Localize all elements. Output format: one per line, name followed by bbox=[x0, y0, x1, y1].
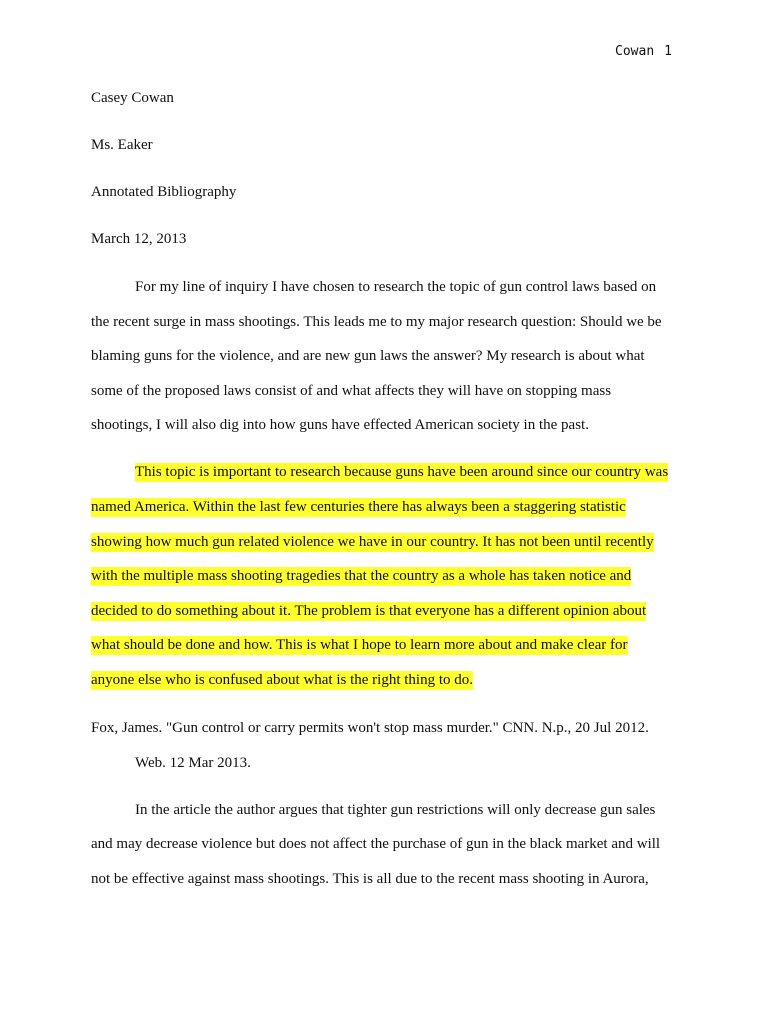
text-highlight: with the multiple mass shooting tragedies that the country as a whole has taken notice and bbox=[91, 568, 632, 584]
header-last-name: Cowan bbox=[615, 44, 655, 59]
annotation-line: not be effective against mass shootings. This is all due to the recent mass shooting in Aurora, bbox=[91, 871, 649, 887]
student-name: Casey Cowan bbox=[91, 90, 174, 106]
assignment-title: Annotated Bibliography bbox=[91, 184, 237, 200]
highlighted-paragraph-line bbox=[91, 567, 631, 585]
intro-paragraph-line: some of the proposed laws consist of and what affects they will have on stopping mass bbox=[91, 383, 612, 399]
highlighted-paragraph-line bbox=[91, 602, 646, 620]
citation-line: Fox, James. "Gun control or carry permits won't stop mass murder." CNN. N.p., 20 Jul 2012. bbox=[91, 720, 649, 736]
running-header bbox=[615, 44, 672, 59]
highlighted-paragraph-line bbox=[91, 498, 626, 516]
text-highlight: This topic is important to research because guns have been around since our country was bbox=[135, 464, 669, 480]
page-number: 1 bbox=[664, 44, 672, 59]
intro-paragraph-line: shootings, I will also dig into how guns have effected American society in the past. bbox=[91, 417, 589, 433]
text-highlight: anyone else who is confused about what is the right thing to do. bbox=[91, 672, 474, 688]
highlighted-paragraph-line bbox=[91, 533, 654, 551]
highlighted-paragraph-line bbox=[135, 463, 668, 481]
intro-paragraph-line: the recent surge in mass shootings. This leads me to my major research question: Should we be bbox=[91, 314, 662, 330]
text-highlight: what should be done and how. This is what I hope to learn more about and make clear for bbox=[91, 637, 628, 653]
document-date: March 12, 2013 bbox=[91, 231, 187, 247]
text-highlight: showing how much gun related violence we have in our country. It has not been until recently bbox=[91, 534, 654, 550]
text-highlight: named America. Within the last few centuries there has always been a staggering statistic bbox=[91, 499, 626, 515]
annotation-line: and may decrease violence but does not affect the purchase of gun in the black market and will bbox=[91, 836, 661, 852]
text-highlight: decided to do something about it. The problem is that everyone has a different opinion about bbox=[91, 603, 647, 619]
intro-paragraph-line: blaming guns for the violence, and are new gun laws the answer? My research is about what bbox=[91, 348, 645, 364]
teacher-name: Ms. Eaker bbox=[91, 137, 153, 153]
highlighted-paragraph-line bbox=[91, 636, 628, 654]
intro-paragraph-line: For my line of inquiry I have chosen to research the topic of gun control laws based on bbox=[135, 279, 657, 295]
annotation-line: In the article the author argues that tighter gun restrictions will only decrease gun sales bbox=[135, 802, 656, 818]
citation-line: Web. 12 Mar 2013. bbox=[135, 755, 251, 771]
highlighted-paragraph-line bbox=[91, 671, 473, 689]
